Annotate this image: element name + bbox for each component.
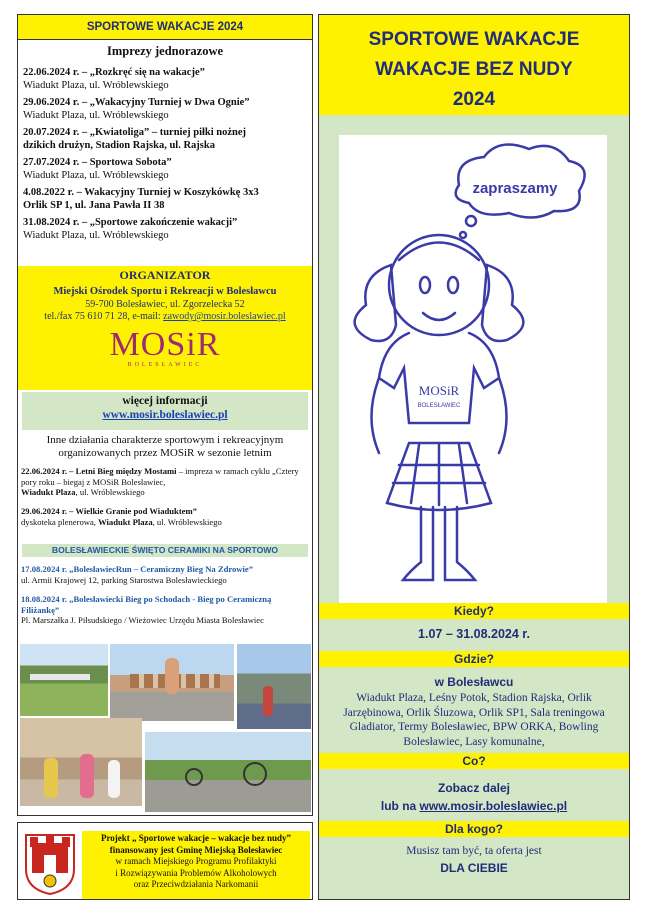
more-info-box (22, 392, 308, 430)
more-info-heading: więcej informacji (122, 395, 208, 407)
shirt-logo: MOSiR (418, 383, 460, 398)
organizer-contact: tel./fax 75 610 71 28, e-mail: zawody@mosir.boleslawiec.pl (44, 311, 286, 322)
ceramics-heading: BOLESŁAWIECKIE ŚWIĘTO CERAMIKI NA SPORTOWO (22, 544, 308, 557)
ceramics-item-1: 17.08.2024 r. „BolesławiecRun – Ceramiczny Bieg Na Zdrowie” ul. Armii Krajowej 12, parking Starostwa Bolesławieckiego (21, 564, 254, 585)
who-answer: DLA CIEBIE (440, 861, 508, 875)
girl-illustration (339, 135, 607, 605)
other-event-2: 29.06.2024 r. – Wielkie Granie pod Wiaduktem” dyskoteka plenerowa, Wiadukt Plaza, ul. Wróblewskiego (21, 506, 222, 527)
coat-of-arms-icon (22, 829, 78, 895)
ceramics-item-2: 18.08.2024 r. „Bolesławiecki Bieg po Schodach - Bieg po Ceramiczną Filiżankę” Pl. Marszałka J. Piłsudskiego / Wieżowiec Urzędu Miasta Bolesławiec (21, 594, 272, 626)
list-item: 22.06.2024 r. – „Rozkręć się na wakacje” Wiadukt Plaza, ul. Wróblewskiego (23, 67, 205, 91)
list-item: 31.08.2024 r. – „Sportowe zakończenie wakacji” Wiadukt Plaza, ul. Wróblewskiego (23, 217, 238, 241)
more-info-text: Inne działania charakterze sportowym i rekreacyjnym organizowanych przez MOSiR w sezonie letnim (46, 434, 284, 459)
see-more-line: lub na www.mosir.boleslawiec.pl (380, 799, 568, 813)
left-column (17, 14, 313, 900)
list-item: 4.08.2022 r. – Wakacyjny Turniej w Koszykówkę 3x3 Orlik SP 1, ul. Jana Pawła II 38 (23, 187, 259, 211)
mosir-logo: MOSiR BOLESŁAWIEC (109, 326, 221, 368)
girl-drawing (339, 135, 607, 605)
right-column (318, 14, 630, 900)
organizer-address: 59-700 Bolesławiec, ul. Zgorzelecka 52 (85, 299, 245, 310)
when-question: Kiedy? (319, 603, 629, 619)
see-more: Zobacz dalej (437, 781, 511, 795)
who-text: Musisz tam być, ta oferta jest (406, 845, 542, 857)
title-line-2: WAKACJE BEZ NUDY (375, 59, 573, 80)
photo-bikes (145, 732, 311, 812)
where-question: Gdzie? (319, 651, 629, 667)
what-question: Co? (319, 753, 629, 769)
title-line-3: 2024 (452, 89, 496, 110)
organizer-box (18, 266, 312, 390)
list-item: 29.06.2024 r. – „Wakacyjny Turniej w Dwa Ognie” Wiadukt Plaza, ul. Wróblewskiego (23, 97, 250, 121)
organizer-heading: ORGANIZATOR (119, 268, 211, 282)
shirt-sub: BOLESŁAWIEC (417, 403, 461, 409)
right-title-box (319, 15, 629, 115)
photo-children (20, 718, 142, 806)
bubble-text: zapraszamy (472, 180, 558, 197)
project-text: Projekt „ Sportowe wakacje – wakacje bez nudy” finansowany jest Gminę Miejską Bolesławiec w ramach Miejskiego Programu Profilaktyki i Rozwiązywania Problemów Alkoholowych oraz Przeciwdziałania Narkomanii (82, 831, 310, 899)
organizer-name: Miejski Ośrodek Sportu i Rekreacji w Bolesławcu (53, 286, 277, 297)
events-list (19, 67, 311, 247)
where-places: Wiadukt Plaza, Leśny Potok, Stadion Rajska, Orlik Jarzębinowa, Orlik Śluzowa, Orlik SP1, Sala treningowa Gladiator, Termy Bolesławiec, BPW ORKA, Bowling Bolesławiec, Lasy komunalne, (343, 692, 605, 748)
list-item: 20.07.2024 r. – „Kwiatoliga” – turniej piłki nożnej dzikich drużyn, Stadion Rajska, ul. Rajska (23, 127, 247, 151)
photo-basketball (237, 644, 311, 729)
where-city: w Bolesławcu (434, 675, 514, 689)
left-header: SPORTOWE WAKACJE 2024 (18, 15, 312, 40)
see-more-link[interactable]: www.mosir.boleslawiec.pl (419, 799, 568, 813)
photo-skater (110, 644, 234, 721)
email-link[interactable]: zawody@mosir.boleslawiec.pl (163, 311, 286, 322)
project-box (17, 822, 313, 900)
more-info-link[interactable]: www.mosir.boleslawiec.pl (102, 409, 228, 421)
list-item: 27.07.2024 r. – Sportowa Sobota” Wiadukt Plaza, ul. Wróblewskiego (23, 157, 172, 181)
other-event-1: 22.06.2024 r. – Letni Bieg między Mostami – impreza w ramach cyklu „Cztery pory roku – biegaj z MOSiR Bolesławiec, Wiadukt Plaza, ul. Wróblewskiego (21, 466, 299, 498)
who-question: Dla kogo? (319, 821, 629, 837)
title-line-1: SPORTOWE WAKACJE (368, 29, 580, 50)
photo-field (20, 644, 108, 716)
events-title: Imprezy jednorazowe (106, 44, 224, 58)
when-value: 1.07 – 31.08.2024 r. (418, 627, 530, 641)
